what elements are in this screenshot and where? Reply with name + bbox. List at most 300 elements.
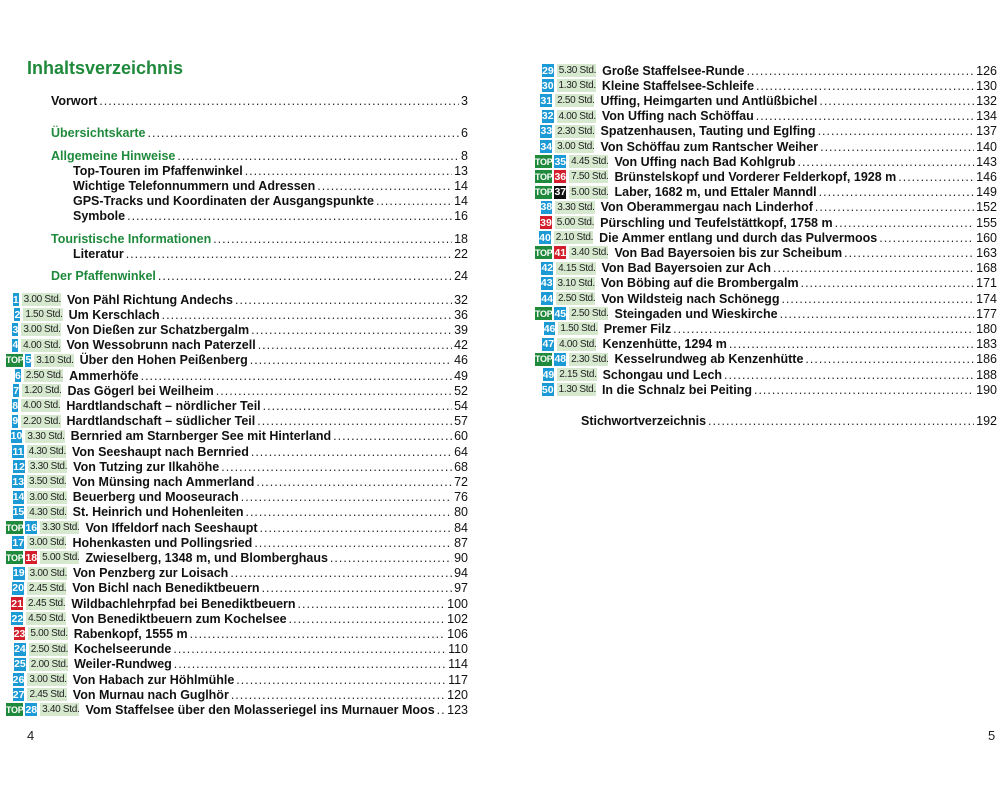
tour-duration: 7.50 Std. xyxy=(571,171,609,183)
tour-row[interactable] xyxy=(6,398,468,413)
tour-page: 60 xyxy=(454,429,468,444)
tour-page: 137 xyxy=(976,124,997,139)
tour-number-badge: 45 xyxy=(554,307,567,320)
tour-duration: 2.30 Std. xyxy=(571,353,609,365)
tour-number-badge: 31 xyxy=(540,94,553,107)
tour-duration: 2.00 Std. xyxy=(30,658,69,670)
leader-dots xyxy=(141,369,453,383)
tour-page: 100 xyxy=(447,596,468,611)
leader-dots xyxy=(127,209,452,224)
tour-page: 177 xyxy=(976,306,997,321)
tour-page: 143 xyxy=(976,154,997,169)
leader-dots xyxy=(818,124,975,138)
tour-duration: 2.45 Std. xyxy=(27,598,66,609)
tour-name: Von Iffeldorf nach Seeshaupt xyxy=(85,520,258,535)
tour-page: 114 xyxy=(448,657,468,672)
tour-name: Von Münsing nach Ammerland xyxy=(72,474,255,489)
tour-number-badge: 1 xyxy=(12,293,19,306)
tour-number-badge: 12 xyxy=(13,460,25,473)
toc-entry-page: 24 xyxy=(454,269,468,283)
tour-name: Die Ammer entlang und durch das Pulvermoos xyxy=(599,230,878,245)
toc-entry-page: 3 xyxy=(461,94,468,108)
leader-dots xyxy=(298,597,446,611)
tour-name: Von Böbing auf die Brombergalm xyxy=(600,276,799,291)
leader-dots xyxy=(724,368,974,382)
tour-number-badge: 4 xyxy=(12,339,19,352)
toc-entry[interactable] xyxy=(73,209,468,224)
tour-row[interactable] xyxy=(535,215,997,230)
tour-name: Hardtlandschaft – südlicher Teil xyxy=(66,414,256,429)
tour-duration: 4.30 Std. xyxy=(28,446,66,457)
tour-duration: 2.45 Std. xyxy=(28,582,67,594)
toc-entry[interactable] xyxy=(51,269,468,284)
tour-number-badge: 9 xyxy=(12,415,19,428)
tour-row[interactable] xyxy=(6,550,468,565)
leader-dots xyxy=(221,460,452,474)
tour-page: 64 xyxy=(454,444,468,459)
tour-page: 130 xyxy=(976,78,997,93)
leader-dots xyxy=(673,322,974,336)
tour-number-badge: 33 xyxy=(540,125,553,138)
tour-page: 160 xyxy=(976,230,997,245)
toc-entry-page: 8 xyxy=(461,149,468,163)
tour-page: 36 xyxy=(454,307,468,322)
tour-name: Über den Hohen Peißenberg xyxy=(79,353,248,368)
tour-name: Von Dießen zur Schatzbergalm xyxy=(66,322,250,337)
tour-number-badge: 22 xyxy=(11,612,24,625)
top-tour-badge: TOP xyxy=(535,156,553,167)
tour-row[interactable] xyxy=(6,429,468,444)
tour-number-badge: 19 xyxy=(12,567,25,580)
tour-number-badge: 35 xyxy=(554,155,567,168)
tour-duration: 4.00 Std. xyxy=(559,338,597,350)
tour-row[interactable] xyxy=(6,383,468,398)
tour-page: 76 xyxy=(454,490,468,505)
leader-dots xyxy=(797,155,974,169)
tour-name: Pürschling und Teufelstättkopf, 1758 m xyxy=(600,215,833,230)
tour-page: 68 xyxy=(454,459,468,474)
tour-duration: 2.20 Std. xyxy=(23,415,61,427)
leader-dots xyxy=(330,551,452,565)
tour-number-badge: 8 xyxy=(12,399,19,412)
leader-dots xyxy=(174,657,446,671)
leader-dots xyxy=(251,445,452,459)
tour-duration: 2.15 Std. xyxy=(559,369,597,380)
top-tour-badge: TOP xyxy=(535,187,553,198)
tour-row[interactable] xyxy=(535,63,997,78)
tour-page: 132 xyxy=(976,93,997,108)
tour-number-badge: 2 xyxy=(14,308,21,321)
tour-name: Von Bichl nach Benediktbeuern xyxy=(72,581,260,596)
tour-name: Steingaden und Wieskirche xyxy=(614,306,778,321)
tour-duration: 4.45 Std. xyxy=(571,156,609,168)
tour-name: Von Oberammergau nach Linderhof xyxy=(600,200,813,215)
leader-dots xyxy=(235,293,452,307)
tour-number-badge: 39 xyxy=(540,216,552,229)
tour-number-badge: 43 xyxy=(540,277,553,290)
tour-row[interactable] xyxy=(535,154,997,169)
top-tour-badge: TOP xyxy=(6,522,24,533)
tour-name: Spatzenhausen, Tauting und Eglfing xyxy=(600,124,816,139)
toc-entry[interactable] xyxy=(73,194,468,209)
tour-row[interactable] xyxy=(535,169,997,184)
top-tour-badge: TOP xyxy=(535,308,553,319)
leader-dots xyxy=(99,94,459,109)
toc-entry-label: GPS-Tracks und Koordinaten der Ausgangspunkte xyxy=(73,194,374,208)
tour-page: 97 xyxy=(454,581,468,596)
leader-dots xyxy=(263,399,452,413)
tour-number-badge: 20 xyxy=(12,582,24,595)
tour-name: Schongau und Lech xyxy=(602,367,723,382)
tour-page: 140 xyxy=(976,139,997,154)
tour-name: Von Uffing nach Bad Kohlgrub xyxy=(614,154,796,169)
leader-dots xyxy=(241,490,452,504)
toc-entry-page: 22 xyxy=(454,247,468,261)
top-tour-badge: TOP xyxy=(535,354,553,365)
leader-dots xyxy=(262,581,453,595)
tour-row[interactable] xyxy=(535,245,997,260)
tour-number-badge: 41 xyxy=(554,246,567,259)
tour-page: 110 xyxy=(448,642,468,657)
tour-number-badge: 26 xyxy=(12,673,25,686)
leader-dots xyxy=(819,94,974,108)
tour-duration: 2.45 Std. xyxy=(29,689,67,701)
tour-name: Von Murnau nach Guglhör xyxy=(72,687,229,702)
tour-row[interactable] xyxy=(6,414,468,429)
tour-page: 46 xyxy=(454,353,468,368)
tour-page: 123 xyxy=(447,702,468,717)
leader-dots xyxy=(781,292,974,306)
tour-name: Von Bad Bayersoien bis zur Scheibum xyxy=(614,245,843,260)
tour-row[interactable] xyxy=(535,139,997,154)
tour-name: Kleine Staffelsee-Schleife xyxy=(601,78,755,93)
tour-row[interactable] xyxy=(6,490,468,505)
tour-name: In die Schnalz bei Peiting xyxy=(601,382,752,397)
toc-entry-page: 18 xyxy=(454,232,468,246)
toc-entry[interactable] xyxy=(73,179,468,194)
tour-number-badge: 48 xyxy=(554,353,567,366)
tour-number-badge: 11 xyxy=(12,445,24,458)
tour-row[interactable] xyxy=(535,200,997,215)
tour-duration: 3.00 Std. xyxy=(29,674,67,685)
tour-duration: 3.40 Std. xyxy=(42,704,80,716)
tour-duration: 3.10 Std. xyxy=(36,354,74,366)
toc-entry-label: Vorwort xyxy=(51,94,98,108)
leader-dots xyxy=(835,216,975,230)
index-page: 192 xyxy=(976,414,997,428)
tour-page: 126 xyxy=(976,63,997,78)
tour-row[interactable] xyxy=(535,261,997,276)
leader-dots xyxy=(216,384,452,398)
tour-page: 146 xyxy=(976,169,997,184)
tour-number-badge: 7 xyxy=(13,384,20,397)
tour-row[interactable] xyxy=(535,230,997,245)
tour-row[interactable] xyxy=(535,321,997,336)
leader-dots xyxy=(756,79,974,93)
tour-row[interactable] xyxy=(6,307,468,322)
tour-number-badge: 21 xyxy=(11,597,23,610)
tour-number-badge: 5 xyxy=(25,354,32,367)
top-tour-badge: TOP xyxy=(6,552,24,563)
toc-entry[interactable] xyxy=(73,164,468,179)
tour-page: 171 xyxy=(976,276,997,291)
tour-row[interactable] xyxy=(6,596,468,611)
tour-page: 102 xyxy=(447,611,468,626)
tour-row[interactable] xyxy=(6,474,468,489)
tour-number-badge: 15 xyxy=(12,506,25,519)
tour-page: 94 xyxy=(454,566,468,581)
leader-dots xyxy=(898,170,974,184)
tour-row[interactable] xyxy=(6,702,468,717)
page-number-left: 4 xyxy=(27,728,35,743)
tour-row[interactable] xyxy=(535,93,997,108)
tour-row[interactable] xyxy=(6,292,468,307)
tour-row[interactable] xyxy=(535,352,997,367)
tour-duration: 5.00 Std. xyxy=(42,552,80,564)
leader-dots xyxy=(289,612,446,626)
tour-duration: 1.20 Std. xyxy=(24,385,62,397)
tour-page: 180 xyxy=(976,321,997,336)
tour-duration: 1.30 Std. xyxy=(558,80,596,92)
tour-name: Wildbachlehrpfad bei Benediktbeuern xyxy=(71,596,296,611)
tour-name: Hohenkasten und Pollingsried xyxy=(72,535,253,550)
tour-number-badge: 40 xyxy=(539,231,551,244)
top-tour-badge: TOP xyxy=(535,171,553,182)
tour-row[interactable] xyxy=(6,672,468,687)
toc-entry-page: 14 xyxy=(454,179,468,193)
tour-name: Von Bad Bayersoien zur Ach xyxy=(601,261,771,276)
tour-page: 120 xyxy=(447,687,468,702)
toc-entry-page: 14 xyxy=(454,194,468,208)
tour-duration: 3.00 Std. xyxy=(557,141,595,152)
leader-dots xyxy=(376,194,452,209)
tour-number-badge: 18 xyxy=(25,551,38,564)
leader-dots xyxy=(213,232,452,247)
tour-duration: 4.00 Std. xyxy=(558,110,596,122)
leader-dots xyxy=(844,246,974,260)
tour-row[interactable] xyxy=(6,505,468,520)
tour-row[interactable] xyxy=(6,520,468,535)
top-tour-badge: TOP xyxy=(6,355,24,366)
tour-duration: 3.30 Std. xyxy=(27,430,65,442)
tour-duration: 2.30 Std. xyxy=(557,125,595,137)
toc-entry[interactable] xyxy=(51,149,468,164)
tour-row[interactable] xyxy=(535,382,997,397)
tour-number-badge: 14 xyxy=(12,491,25,504)
tour-duration: 3.10 Std. xyxy=(557,277,595,289)
tour-page: 168 xyxy=(976,261,997,276)
tour-row[interactable] xyxy=(535,291,997,306)
tour-row[interactable] xyxy=(535,78,997,93)
tour-row[interactable] xyxy=(535,124,997,139)
tour-name: Von Schöffau zum Rantscher Weiher xyxy=(600,139,819,154)
leader-dots xyxy=(173,642,446,656)
tour-row[interactable] xyxy=(6,626,468,641)
top-tour-badge: TOP xyxy=(6,704,24,715)
tour-duration: 5.00 Std. xyxy=(556,217,595,228)
tour-row[interactable] xyxy=(535,306,997,321)
tour-row[interactable] xyxy=(6,687,468,702)
leader-dots xyxy=(756,109,974,123)
tour-page: 32 xyxy=(454,292,468,307)
toc-entry[interactable] xyxy=(51,232,468,247)
tour-page: 188 xyxy=(976,367,997,382)
tour-page: 183 xyxy=(976,337,997,352)
tour-name: Premer Filz xyxy=(603,321,672,336)
leader-dots xyxy=(879,231,974,245)
tour-number-badge: 16 xyxy=(25,521,38,534)
tour-row[interactable] xyxy=(535,337,997,352)
tour-row[interactable] xyxy=(535,185,997,200)
tour-duration: 2.50 Std. xyxy=(30,643,69,655)
leader-dots xyxy=(260,521,453,535)
tour-row[interactable] xyxy=(535,109,997,124)
toc-entry[interactable] xyxy=(51,94,468,109)
tour-page: 106 xyxy=(447,626,468,641)
page-number-right: 5 xyxy=(988,728,996,743)
tour-name: Brünstelskopf und Vorderer Felderkopf, 1928 m xyxy=(614,169,897,184)
leader-dots xyxy=(437,703,445,717)
tour-number-badge: 29 xyxy=(542,64,554,77)
tour-number-badge: 27 xyxy=(12,688,25,701)
tour-name: Hardtlandschaft – nördlicher Teil xyxy=(66,398,261,413)
toc-entry[interactable] xyxy=(51,126,468,141)
tour-duration: 2.50 Std. xyxy=(557,95,595,107)
tour-duration: 3.30 Std. xyxy=(29,461,68,473)
tour-number-badge: 28 xyxy=(25,703,38,716)
tour-row[interactable] xyxy=(6,444,468,459)
leader-dots xyxy=(820,140,974,154)
leader-dots xyxy=(754,383,974,397)
leader-dots xyxy=(815,200,974,214)
tour-duration: 3.00 Std. xyxy=(23,294,62,305)
tour-number-badge: 13 xyxy=(12,475,25,488)
tour-name: Vom Staffelsee über den Molasseriegel ins Murnauer Moos xyxy=(85,702,435,717)
tour-duration: 2.50 Std. xyxy=(557,293,596,304)
page-title: Inhaltsverzeichnis xyxy=(27,58,184,78)
tour-name: Von Tutzing zur Ilkahöhe xyxy=(73,459,220,474)
tour-number-badge: 38 xyxy=(540,201,553,214)
tour-duration: 3.00 Std. xyxy=(29,567,67,579)
tour-number-badge: 24 xyxy=(14,643,26,656)
tour-page: 49 xyxy=(454,368,468,383)
leader-dots xyxy=(250,353,452,367)
tour-row[interactable] xyxy=(6,338,468,353)
tour-row[interactable] xyxy=(6,611,468,626)
tour-row[interactable] xyxy=(535,276,997,291)
tour-name: Das Gögerl bei Weilheim xyxy=(67,383,214,398)
tour-duration: 2.10 Std. xyxy=(555,232,594,244)
tour-duration: 5.00 Std. xyxy=(571,186,609,198)
tour-page: 190 xyxy=(976,382,997,397)
tour-name: Weiler-Rundweg xyxy=(74,657,172,672)
tour-name: Von Penzberg zur Loisach xyxy=(72,566,229,581)
tour-row[interactable] xyxy=(535,367,997,382)
tour-name: Kesselrundweg ab Kenzenhütte xyxy=(614,352,804,367)
tour-number-badge: 50 xyxy=(541,383,554,396)
tour-name: Von Habach zur Höhlmühle xyxy=(72,672,235,687)
tour-page: 80 xyxy=(454,505,468,520)
tour-number-badge: 6 xyxy=(14,369,21,382)
tour-number-badge: 42 xyxy=(541,262,554,275)
leader-dots xyxy=(230,566,452,580)
tour-duration: 3.30 Std. xyxy=(42,522,80,533)
tour-page: 42 xyxy=(454,338,468,353)
tour-name: Von Seeshaupt nach Bernried xyxy=(71,444,249,459)
leader-dots xyxy=(245,164,452,179)
tour-row[interactable] xyxy=(6,581,468,596)
leader-dots xyxy=(231,688,445,702)
leader-dots xyxy=(708,414,974,429)
leader-dots xyxy=(317,179,452,194)
tour-row[interactable] xyxy=(6,322,468,337)
tour-duration: 3.30 Std. xyxy=(557,201,595,213)
toc-entry[interactable] xyxy=(73,247,468,262)
tour-number-badge: 10 xyxy=(10,430,23,443)
leader-dots xyxy=(801,276,975,290)
toc-entry-label: Allgemeine Hinweise xyxy=(51,149,176,163)
leader-dots xyxy=(258,338,452,352)
tour-row[interactable] xyxy=(6,368,468,383)
tour-row[interactable] xyxy=(6,353,468,368)
tour-name: Rabenkopf, 1555 m xyxy=(73,626,188,641)
tour-page: 155 xyxy=(976,215,997,230)
tour-page: 163 xyxy=(976,245,997,260)
tour-duration: 2.50 Std. xyxy=(25,370,64,381)
tour-duration: 3.40 Std. xyxy=(571,247,609,259)
tour-page: 72 xyxy=(454,474,468,489)
tour-number-badge: 30 xyxy=(541,79,554,92)
tour-number-badge: 34 xyxy=(540,140,553,153)
tour-number-badge: 49 xyxy=(542,368,555,381)
tour-duration: 4.00 Std. xyxy=(23,339,61,351)
tour-duration: 3.00 Std. xyxy=(23,324,61,336)
tour-page: 174 xyxy=(976,291,997,306)
index-label: Stichwortverzeichnis xyxy=(581,414,707,428)
leader-dots xyxy=(236,673,446,687)
tour-duration: 3.00 Std. xyxy=(29,537,67,549)
tour-number-badge: 47 xyxy=(542,338,555,351)
top-tour-badge: TOP xyxy=(535,247,553,258)
leader-dots xyxy=(126,247,452,262)
tour-name: Ammerhöfe xyxy=(69,368,139,383)
tour-row[interactable] xyxy=(6,459,468,474)
index-entry xyxy=(581,414,997,429)
leader-dots xyxy=(190,627,445,641)
leader-dots xyxy=(251,323,452,337)
tour-duration: 4.15 Std. xyxy=(558,262,596,274)
toc-entry-label: Symbole xyxy=(73,209,126,223)
leader-dots xyxy=(177,149,459,164)
tour-number-badge: 36 xyxy=(554,170,567,183)
tour-name: Von Pähl Richtung Andechs xyxy=(67,292,233,307)
leader-dots xyxy=(773,261,974,275)
leader-dots xyxy=(333,429,452,443)
tour-row[interactable] xyxy=(6,657,468,672)
tour-duration: 5.00 Std. xyxy=(30,628,68,640)
tour-row[interactable] xyxy=(6,535,468,550)
tour-row[interactable] xyxy=(6,566,468,581)
tour-duration: 4.00 Std. xyxy=(23,400,61,412)
tour-number-badge: 37 xyxy=(554,186,567,199)
toc-entry-label: Wichtige Telefonnummern und Adressen xyxy=(73,179,316,193)
tour-page: 149 xyxy=(976,185,997,200)
tour-number-badge: 44 xyxy=(541,292,553,305)
tour-row[interactable] xyxy=(6,642,468,657)
leader-dots xyxy=(805,352,974,366)
toc-entry-label: Top-Touren im Pfaffenwinkel xyxy=(73,164,243,178)
tour-name: Uffing, Heimgarten und Antlüßbichel xyxy=(600,93,818,108)
